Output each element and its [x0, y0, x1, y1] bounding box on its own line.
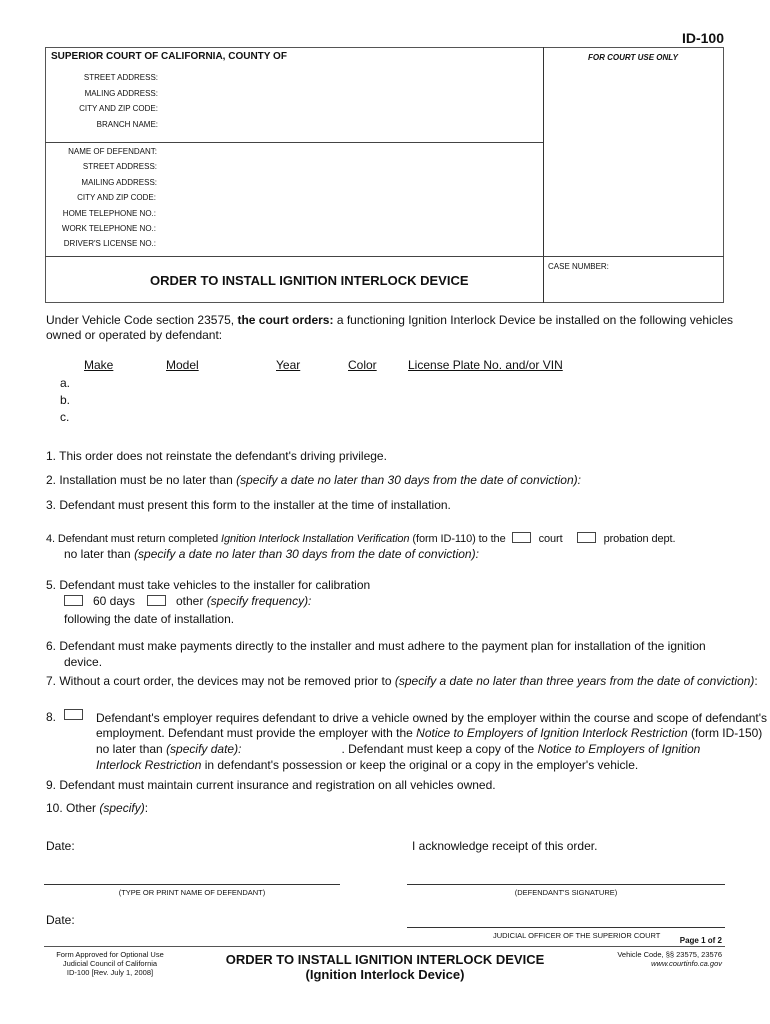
footer-website[interactable]: www.courtinfo.ca.gov — [651, 959, 722, 968]
item-8-line2 — [96, 726, 762, 740]
item-text: in defendant's possession or keep the original or a copy in the employer's vehicle. — [201, 758, 639, 772]
other-frequency-label — [176, 594, 311, 608]
60-days-label: 60 days — [93, 594, 136, 608]
item-6-line2: device. — [64, 655, 103, 669]
item-text: 10. Other — [46, 801, 100, 815]
license-label: DRIVER'S LICENSE NO.: — [63, 239, 156, 248]
footer-council: Judicial Council of California — [62, 959, 158, 968]
item-italic: (specify) — [99, 801, 145, 815]
60-days-checkbox[interactable] — [64, 595, 83, 606]
footer-approval: Form Approved for Optional Use — [56, 950, 164, 959]
item-text: employment. Defendant must provide the employer with the — [96, 726, 417, 740]
footer-left — [50, 950, 170, 977]
defendant-street-label: STREET ADDRESS: — [82, 162, 157, 171]
court-mailing-label: MALING ADDRESS: — [84, 89, 158, 98]
item-text: 2. Installation must be no later than — [46, 473, 237, 487]
item-italic: (specify date): — [166, 742, 242, 756]
employer-checkbox[interactable] — [64, 709, 83, 720]
header-year: Year — [276, 358, 301, 372]
item-5: 5. Defendant must take vehicles to the installer for calibration — [46, 578, 371, 592]
item-text: no later than — [96, 742, 167, 756]
defendant-city-label: CITY AND ZIP CODE: — [77, 193, 156, 202]
item-1: 1. This order does not reinstate the defendant's driving privilege. — [46, 449, 387, 463]
item-8-line4 — [96, 758, 638, 772]
divider — [45, 256, 724, 257]
item-text: . Defendant must keep a copy of the — [341, 742, 538, 756]
form-id: ID-100 — [681, 30, 724, 46]
header-color: Color — [348, 358, 377, 372]
vehicle-row-c[interactable]: c. — [60, 410, 70, 424]
item-6: 6. Defendant must make payments directly to the installer and must adhere to the payment plan for installation of the ignition — [46, 639, 706, 653]
other-frequency-checkbox[interactable] — [147, 595, 166, 606]
item-text: other — [176, 594, 207, 608]
item-italic: (specify a date no later than three years from the date of conviction) — [394, 674, 755, 688]
court-use-label: FOR COURT USE ONLY — [588, 53, 678, 62]
name-line[interactable] — [44, 884, 340, 885]
court-option-label: court — [538, 533, 563, 545]
item-text: (form ID-150) — [687, 726, 763, 740]
item-5-line3: following the date of installation. — [64, 612, 235, 626]
footer-rule — [44, 946, 725, 947]
item-italic: (specify frequency): — [206, 594, 312, 608]
judge-line[interactable] — [407, 927, 725, 928]
item-4 — [46, 532, 675, 545]
item-italic: Interlock Restriction — [96, 758, 202, 772]
divider — [45, 142, 543, 143]
header-model: Model — [166, 358, 199, 372]
item-10: 10. Other (specify): — [46, 801, 149, 815]
page-number: Page 1 of 2 — [679, 936, 722, 945]
item-3: 3. Defendant must present this form to the installer at the time of installation. — [46, 498, 451, 512]
item-9: 9. Defendant must maintain current insurance and registration on all vehicles owned. — [46, 778, 496, 792]
item-text: no later than — [64, 547, 135, 561]
signature-caption: (DEFENDANT'S SIGNATURE) — [514, 888, 618, 897]
acknowledge-text: I acknowledge receipt of this order. — [412, 839, 598, 853]
header-make: Make — [84, 358, 114, 372]
name-caption: (TYPE OR PRINT NAME OF DEFENDANT) — [118, 888, 266, 897]
item-7: 7. Without a court order, the devices may not be removed prior to (specify a date no later than three years from the date of conviction): — [46, 674, 758, 688]
header-plate: License Plate No. and/or VIN — [408, 358, 563, 372]
defendant-name-label: NAME OF DEFENDANT: — [68, 147, 157, 156]
date-label: Date: — [46, 839, 75, 853]
intro-line1 — [46, 313, 733, 327]
item-8-line3 — [96, 742, 700, 756]
footer-subtitle: (Ignition Interlock Device) — [305, 967, 465, 982]
footer-title: ORDER TO INSTALL IGNITION INTERLOCK DEVICE — [225, 952, 545, 967]
judge-caption: JUDICIAL OFFICER OF THE SUPERIOR COURT — [493, 931, 661, 940]
item-italic: Ignition Interlock Installation Verification — [221, 533, 410, 545]
court-checkbox[interactable] — [512, 532, 531, 543]
signature-line[interactable] — [407, 884, 725, 885]
item-text: 7. Without a court order, the devices may not be removed prior to — [46, 674, 395, 688]
item-text: (form ID-110) to the — [409, 533, 506, 545]
caption-divider — [543, 47, 544, 303]
home-phone-label: HOME TELEPHONE NO.: — [62, 209, 156, 218]
judge-date-label: Date: — [46, 913, 75, 927]
court-street-label: STREET ADDRESS: — [83, 73, 158, 82]
intro-text: Under Vehicle Code section 23575, — [46, 313, 238, 327]
probation-option-label: probation dept. — [603, 533, 676, 545]
item-8-number: 8. — [46, 710, 57, 724]
item-8-line1: Defendant's employer requires defendant to drive a vehicle owned by the employer within the course and scope of defendant's — [96, 711, 767, 725]
item-italic: Notice to Employers of Ignition Interlock Restriction — [416, 726, 688, 740]
form-title: ORDER TO INSTALL IGNITION INTERLOCK DEVICE — [150, 273, 469, 288]
footer-revision: ID-100 [Rev. July 1, 2008] — [66, 968, 154, 977]
intro-bold: the court orders: — [237, 313, 334, 327]
case-number-label: CASE NUMBER: — [548, 262, 609, 271]
vehicle-row-a[interactable]: a. — [60, 376, 71, 390]
court-title: SUPERIOR COURT OF CALIFORNIA, COUNTY OF — [51, 51, 287, 62]
item-text: 4. Defendant must return completed — [46, 533, 222, 545]
item-italic: (specify a date no later than 30 days from the date of conviction): — [134, 547, 479, 561]
probation-checkbox[interactable] — [577, 532, 596, 543]
court-branch-label: BRANCH NAME: — [96, 120, 158, 129]
caption-box — [45, 47, 724, 303]
vehicle-row-b[interactable]: b. — [60, 393, 71, 407]
item-4-line2 — [64, 547, 479, 561]
item-2 — [46, 473, 581, 487]
court-city-label: CITY AND ZIP CODE: — [79, 104, 158, 113]
footer-title-block — [215, 952, 555, 982]
footer-statute: Vehicle Code, §§ 23575, 23576 — [617, 950, 722, 959]
item-italic: Notice to Employers of Ignition — [537, 742, 701, 756]
work-phone-label: WORK TELEPHONE NO.: — [61, 224, 156, 233]
footer-right — [617, 950, 722, 968]
intro-line2: owned or operated by defendant: — [46, 328, 223, 342]
defendant-mailing-label: MAILING ADDRESS: — [81, 178, 157, 187]
intro-text: a functioning Ignition Interlock Device be installed on the following vehicles — [333, 313, 734, 327]
item-italic: (specify a date no later than 30 days from the date of conviction): — [236, 473, 581, 487]
